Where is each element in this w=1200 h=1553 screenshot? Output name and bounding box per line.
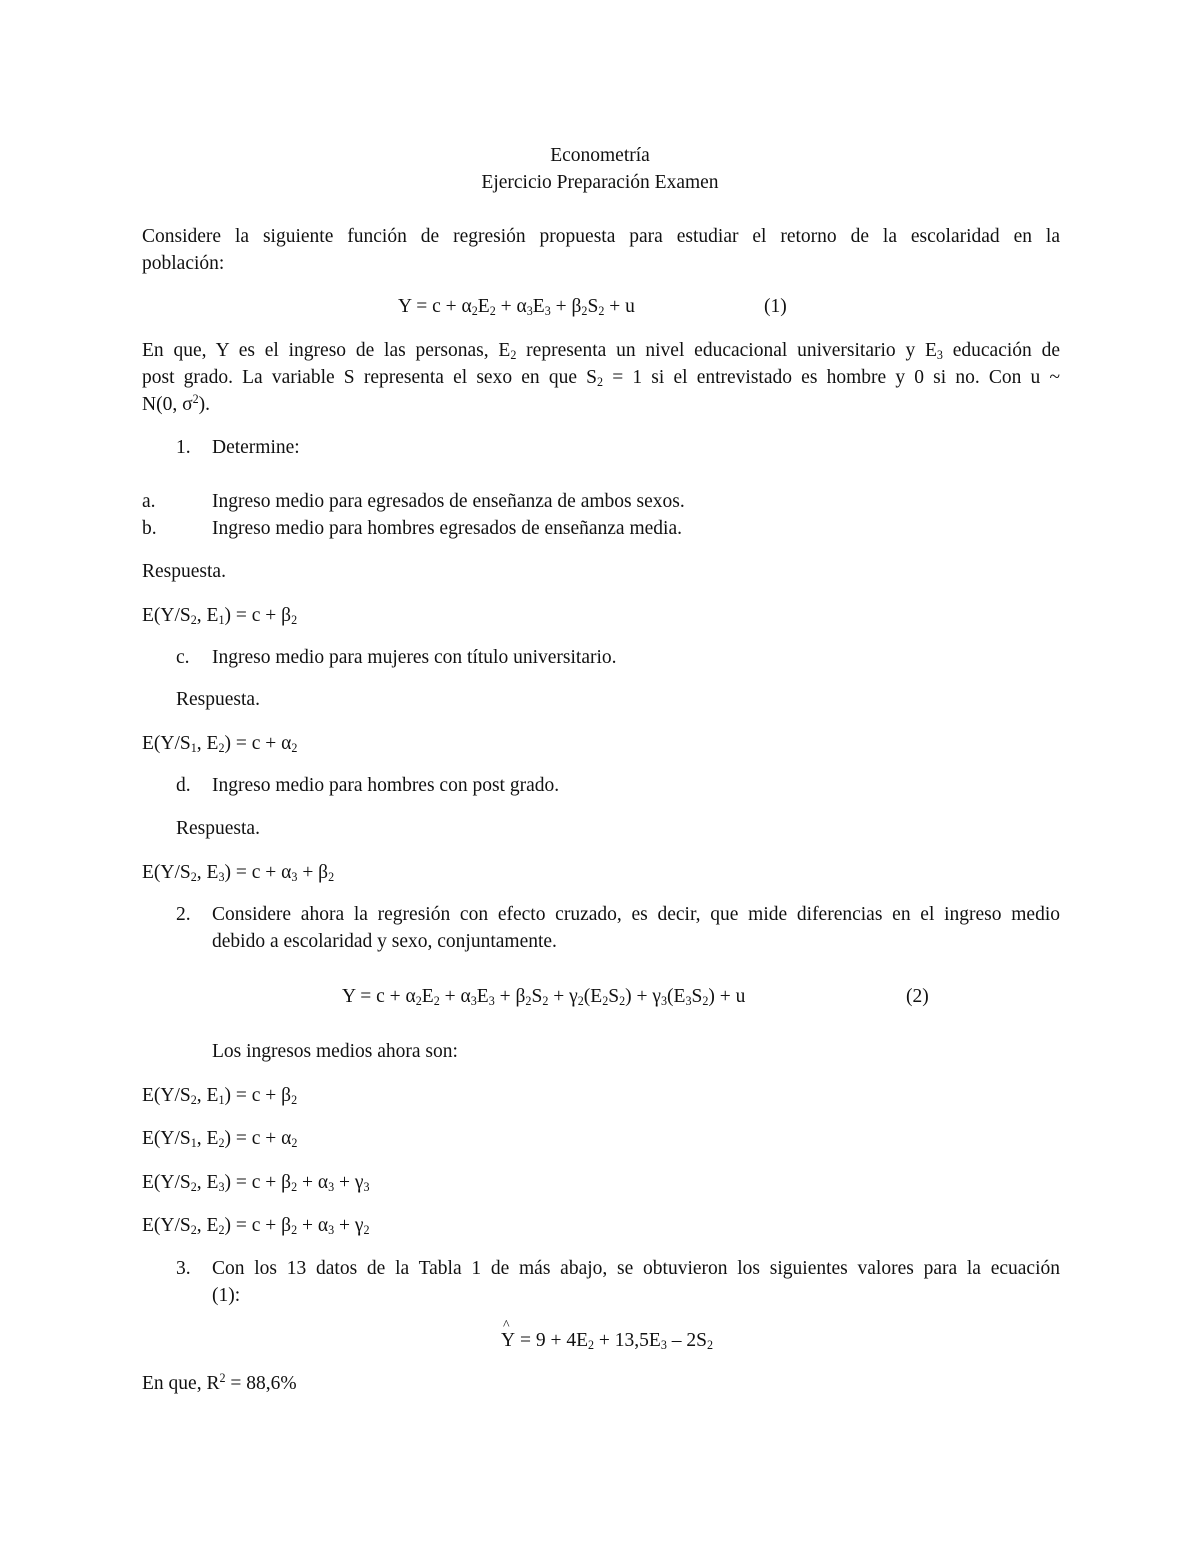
question-2-line-1: Considere ahora la regresión con efecto cruzado, es decir, que mide diferencias en el ingreso medio	[212, 904, 1060, 925]
definitions-text-e: = 1 si el entrevistado es hombre y 0 si no. Con u ~	[603, 367, 1061, 388]
question-1-marker: 1.	[176, 437, 191, 458]
answer-label: Respuesta.	[142, 561, 226, 582]
mean-formula-2: $E(Y/S_1$, $E_2) = c + \alpha_2$	[142, 1128, 298, 1151]
intro-line-2: población:	[142, 253, 225, 274]
mean-formula-1: $E(Y/S_2$, $E_1) = c + \beta_2$	[142, 1085, 298, 1108]
answer-c-formula: $E(Y/S_1$, $E_2) = c + \alpha_2$	[142, 733, 298, 756]
answer-d-label: Respuesta.	[176, 818, 260, 839]
question-2-marker: 2.	[176, 904, 191, 925]
question-2-line-2: debido a escolaridad y sexo, conjuntamente.	[212, 931, 557, 952]
item-b-marker: b.	[142, 518, 157, 539]
definitions-text-a: En que, Y es el ingreso de las personas, E	[142, 340, 511, 361]
equation-1-label: (1)	[764, 296, 787, 317]
document-subtitle: Ejercicio Preparación Examen	[481, 172, 719, 193]
question-3-marker: 3.	[176, 1258, 191, 1279]
means-intro: Los ingresos medios ahora son:	[212, 1041, 458, 1062]
estimated-equation: Y ^ = $9 + 4E_2 + 13,5E_3 - 2S_2$	[501, 1318, 714, 1353]
regression-equation-1: $Y = c + \alpha_2E_2 + \alpha_3E_3 + \beta_2S_2 + u$	[398, 296, 635, 319]
r-squared-value: = 88,6%	[225, 1373, 297, 1394]
question-3-line-1: Con los 13 datos de la Tabla 1 de más abajo, se obtuvieron los siguientes valores para la ecuación	[212, 1258, 1060, 1279]
regression-equation-2: $Y = c + \alpha_2E_2 + \alpha_3E_3 + \beta_2S_2 + \gamma_2(E_2S_2) + \gamma_3(E_3S_2) + u$	[342, 986, 746, 1009]
definitions-text-f: N(0, σ	[142, 394, 193, 415]
r-squared-prefix: En que, R	[142, 1373, 220, 1394]
definitions-text-d: post grado. La variable S representa el sexo en que S	[142, 367, 597, 388]
r-squared-line: En que, $R^2 = 88,6\%$	[142, 1371, 297, 1394]
definitions-text-b: representa un nivel educacional universitario y E	[516, 340, 937, 361]
equation-2-label: (2)	[906, 986, 929, 1007]
mean-formula-4: $E(Y/S_2$, $E_2) = c + \beta_2 + \alpha_3 + \gamma_2$	[142, 1215, 370, 1238]
intro-line-1: Considere la siguiente función de regresión propuesta para estudiar el retorno de la escolaridad en la	[142, 226, 1060, 247]
item-a-text: Ingreso medio para egresados de enseñanza de ambos sexos.	[212, 491, 685, 512]
document-title: Econometría	[550, 145, 650, 166]
item-c-marker: c.	[176, 647, 190, 668]
question-3-line-2: (1):	[212, 1285, 241, 1306]
item-a-marker: a.	[142, 491, 156, 512]
definitions-line-2: post grado. La variable S representa el sexo en que $S_2 = 1$ si el entrevistado es hombre y 0 si no. Con u ~	[142, 367, 1061, 390]
definitions-line-3: N(0, $\sigma^2$).	[142, 392, 211, 415]
answer-b-formula: $E(Y/S_2$, $E_1) = c + \beta_2$	[142, 605, 298, 628]
question-1-text: Determine:	[212, 437, 300, 458]
definitions-text-c: educación de	[942, 340, 1060, 361]
item-d-marker: d.	[176, 775, 191, 796]
item-c-text: Ingreso medio para mujeres con título universitario.	[212, 647, 617, 668]
item-b-text: Ingreso medio para hombres egresados de enseñanza media.	[212, 518, 682, 539]
mean-formula-3: $E(Y/S_2$, $E_3) = c + \beta_2 + \alpha_3 + \gamma_3$	[142, 1172, 370, 1195]
answer-d-formula: $E(Y/S_2$, $E_3) = c + \alpha_3 + \beta_2$	[142, 862, 335, 885]
answer-c-label: Respuesta.	[176, 689, 260, 710]
definitions-line-1: En que, Y es el ingreso de las personas, $E_2$ representa un nivel educacional universitario y $E_3$ educación de	[142, 340, 1060, 363]
item-d-text: Ingreso medio para hombres con post grado.	[212, 775, 560, 796]
